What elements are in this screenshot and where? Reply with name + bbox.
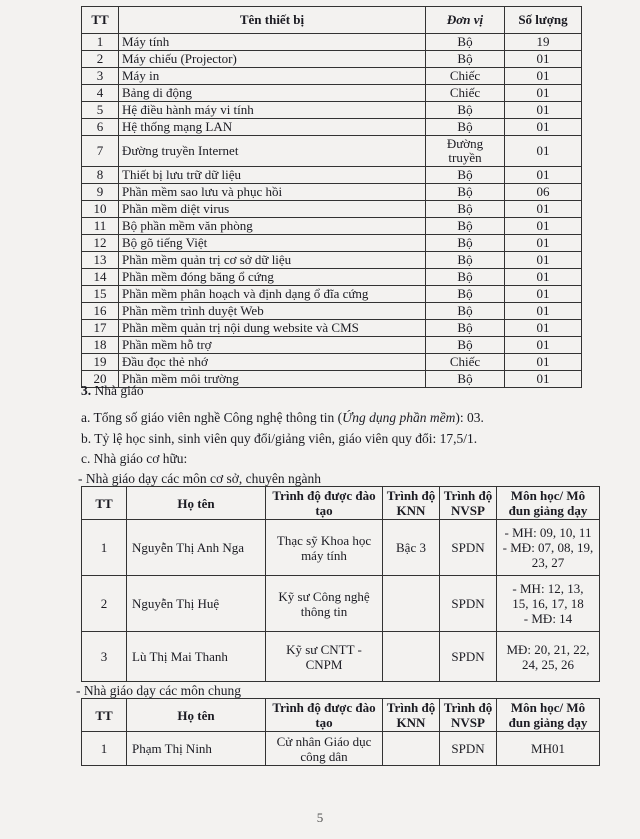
equipment-row: [82, 51, 582, 68]
header-qty: Số lượng: [505, 7, 582, 34]
equipment-row: [82, 320, 582, 337]
teacher-subject-line: MH01: [531, 741, 565, 756]
equipment-table: [81, 6, 582, 388]
teacher-subjects: [497, 520, 600, 576]
th-nvsp: Trình độ NVSP: [440, 487, 497, 520]
teacher-name: Lù Thị Mai Thanh: [127, 632, 266, 682]
teacher-subject-line: 23, 27: [531, 555, 565, 570]
row-tt: 13: [82, 252, 119, 269]
equipment-row: [82, 167, 582, 184]
teacher-level: Thạc sỹ Khoa học máy tính: [266, 520, 383, 576]
row-qty: 01: [505, 218, 582, 235]
row-tt: 3: [82, 68, 119, 85]
row-tt: 19: [82, 354, 119, 371]
row-tt: 14: [82, 269, 119, 286]
teacher-subject-line: 24, 25, 26: [522, 656, 574, 672]
row-tt: 18: [82, 337, 119, 354]
row-device: Phần mềm phân hoạch và định dạng ổ đĩa cứng: [119, 286, 426, 303]
teachers-general-table: [81, 698, 600, 766]
line-c: c. Nhà giáo cơ hữu:: [81, 451, 188, 466]
row-device: Phần mềm quản trị nội dung website và CMS: [119, 320, 426, 337]
row-tt: 9: [82, 184, 119, 201]
row-tt: 15: [82, 286, 119, 303]
row-qty: 01: [505, 303, 582, 320]
equipment-row: [82, 354, 582, 371]
row-device: Phần mềm đóng băng ổ cứng: [119, 269, 426, 286]
row-device: Phần mềm môi trường: [119, 371, 426, 388]
row-device: Bộ gõ tiếng Việt: [119, 235, 426, 252]
teacher-tt: 1: [82, 732, 127, 766]
equipment-row: [82, 68, 582, 85]
row-unit: Bộ: [426, 371, 505, 388]
row-qty: 01: [505, 286, 582, 303]
row-tt: 20: [82, 371, 119, 388]
teacher-nvsp: SPDN: [440, 732, 497, 766]
row-unit: Bộ: [426, 320, 505, 337]
row-device: Hệ điều hành máy vi tính: [119, 102, 426, 119]
row-qty: 01: [505, 252, 582, 269]
row-tt: 5: [82, 102, 119, 119]
teacher-subjects: [497, 576, 600, 632]
header-device: Tên thiết bị: [119, 7, 426, 34]
teacher-subjects: [497, 732, 600, 766]
th-name: Họ tên: [127, 487, 266, 520]
equipment-row: [82, 371, 582, 388]
row-tt: 8: [82, 167, 119, 184]
row-unit: Bộ: [426, 102, 505, 119]
th-name: Họ tên: [127, 699, 266, 732]
row-tt: 17: [82, 320, 119, 337]
th-knn: Trình độ KNN: [383, 699, 440, 732]
row-device: Phần mềm diệt virus: [119, 201, 426, 218]
teacher-tt: 2: [82, 576, 127, 632]
row-device: Hệ thống mạng LAN: [119, 119, 426, 136]
row-unit: Bộ: [426, 252, 505, 269]
row-unit: Chiếc: [426, 85, 505, 102]
teacher-subject-line: MĐ: 20, 21, 22,: [506, 641, 590, 657]
equipment-table-header: [82, 7, 582, 34]
line-a-suffix: ): 03.: [455, 410, 484, 425]
row-qty: 01: [505, 269, 582, 286]
row-device: Phần mềm hỗ trợ: [119, 337, 426, 354]
teacher-subject-line: - MH: 12, 13,: [512, 581, 584, 596]
row-tt: 6: [82, 119, 119, 136]
teacher-nvsp: SPDN: [440, 576, 497, 632]
row-device: Phần mềm quản trị cơ sở dữ liệu: [119, 252, 426, 269]
row-qty: 01: [505, 235, 582, 252]
teacher-level: Kỹ sư CNTT - CNPM: [266, 632, 383, 682]
teacher-tt: 1: [82, 520, 127, 576]
row-qty: 06: [505, 184, 582, 201]
teacher-subject-line: 15, 16, 17, 18: [512, 596, 584, 611]
line-a-italic: Ứng dụng phần mềm: [342, 410, 456, 425]
teacher-row: [82, 576, 600, 632]
group-1-title: - Nhà giáo dạy các môn cơ sở, chuyên ngành: [78, 471, 321, 486]
row-unit: Bộ: [426, 34, 505, 51]
row-device: Bộ phần mềm văn phòng: [119, 218, 426, 235]
section-3-number: 3.: [81, 383, 92, 398]
row-unit: Bộ: [426, 303, 505, 320]
row-qty: 01: [505, 51, 582, 68]
teacher-tt: 3: [82, 632, 127, 682]
header-unit: Đơn vị: [426, 7, 505, 34]
equipment-row: [82, 119, 582, 136]
row-unit: Bộ: [426, 167, 505, 184]
row-tt: 11: [82, 218, 119, 235]
row-tt: 4: [82, 85, 119, 102]
row-tt: 7: [82, 136, 119, 167]
teachers-general-body: [82, 732, 600, 766]
th-subjects: Môn học/ Mô đun giảng dạy: [497, 487, 600, 520]
row-unit: Bộ: [426, 235, 505, 252]
line-b: b. Tỷ lệ học sinh, sinh viên quy đổi/giảng viên, giáo viên quy đổi: 17,5/1.: [81, 431, 478, 446]
row-qty: 01: [505, 371, 582, 388]
teacher-nvsp: SPDN: [440, 520, 497, 576]
row-device: Máy in: [119, 68, 426, 85]
teachers-general-header: [82, 699, 600, 732]
teacher-knn: [383, 632, 440, 682]
header-tt: TT: [82, 7, 119, 34]
th-nvsp: Trình độ NVSP: [440, 699, 497, 732]
row-unit: Bộ: [426, 269, 505, 286]
row-device: Đầu đọc thẻ nhớ: [119, 354, 426, 371]
teacher-row: [82, 520, 600, 576]
equipment-row: [82, 337, 582, 354]
equipment-row: [82, 286, 582, 303]
teacher-knn: [383, 576, 440, 632]
row-unit: Đường truyền: [426, 136, 505, 167]
row-device: Thiết bị lưu trữ dữ liệu: [119, 167, 426, 184]
row-device: Máy chiếu (Projector): [119, 51, 426, 68]
equipment-table-body: [82, 34, 582, 388]
row-qty: 01: [505, 119, 582, 136]
teacher-knn: Bậc 3: [383, 520, 440, 576]
row-qty: 01: [505, 201, 582, 218]
row-unit: Bộ: [426, 51, 505, 68]
equipment-row: [82, 235, 582, 252]
row-qty: 01: [505, 136, 582, 167]
row-tt: 2: [82, 51, 119, 68]
th-tt: TT: [82, 487, 127, 520]
line-a: [81, 410, 484, 426]
row-unit: Bộ: [426, 184, 505, 201]
row-tt: 12: [82, 235, 119, 252]
section-3-title: Nhà giáo: [94, 383, 144, 398]
equipment-row: [82, 85, 582, 102]
teacher-knn: [383, 732, 440, 766]
row-device: Phần mềm trình duyệt Web: [119, 303, 426, 320]
group-2-title: - Nhà giáo dạy các môn chung: [76, 683, 241, 698]
line-a-prefix: a. Tổng số giáo viên nghề Công nghệ thông tin (: [81, 410, 343, 425]
teacher-name: Nguyễn Thị Anh Nga: [127, 520, 266, 576]
row-unit: Chiếc: [426, 68, 505, 85]
teacher-row: [82, 732, 600, 766]
row-qty: 19: [505, 34, 582, 51]
equipment-row: [82, 136, 582, 167]
th-knn: Trình độ KNN: [383, 487, 440, 520]
teacher-subjects: [497, 632, 600, 682]
teachers-specialized-body: [82, 520, 600, 682]
equipment-row: [82, 184, 582, 201]
teacher-name: Phạm Thị Ninh: [127, 732, 266, 766]
th-level: Trình độ được đào tạo: [266, 699, 383, 732]
row-unit: Chiếc: [426, 354, 505, 371]
teacher-name: Nguyễn Thị Huệ: [127, 576, 266, 632]
th-level: Trình độ được đào tạo: [266, 487, 383, 520]
teacher-subject-line: - MĐ: 14: [523, 611, 573, 626]
teacher-nvsp: SPDN: [440, 632, 497, 682]
row-qty: 01: [505, 102, 582, 119]
row-qty: 01: [505, 85, 582, 102]
equipment-row: [82, 218, 582, 235]
teacher-level: Kỹ sư Công nghệ thông tin: [266, 576, 383, 632]
row-device: Phần mềm sao lưu và phục hồi: [119, 184, 426, 201]
row-device: Máy tính: [119, 34, 426, 51]
equipment-row: [82, 34, 582, 51]
row-device: Đường truyền Internet: [119, 136, 426, 167]
teachers-specialized-header: [82, 487, 600, 520]
row-unit: Bộ: [426, 119, 505, 136]
row-unit: Bộ: [426, 286, 505, 303]
row-qty: 01: [505, 337, 582, 354]
row-tt: 16: [82, 303, 119, 320]
row-qty: 01: [505, 354, 582, 371]
row-device: Bảng di động: [119, 85, 426, 102]
th-tt: TT: [82, 699, 127, 732]
equipment-row: [82, 252, 582, 269]
teachers-specialized-table: [81, 486, 600, 682]
teacher-row: [82, 632, 600, 682]
row-qty: 01: [505, 68, 582, 85]
equipment-row: [82, 269, 582, 286]
teacher-subject-line: - MH: 09, 10, 11: [504, 525, 592, 540]
equipment-row: [82, 201, 582, 218]
section-3-heading: [81, 383, 144, 399]
row-qty: 01: [505, 167, 582, 184]
teacher-subject-line: - MĐ: 07, 08, 19,: [502, 540, 594, 555]
equipment-row: [82, 102, 582, 119]
teacher-level: Cử nhân Giáo dục công dân: [266, 732, 383, 766]
row-unit: Bộ: [426, 337, 505, 354]
row-tt: 1: [82, 34, 119, 51]
row-unit: Bộ: [426, 201, 505, 218]
row-qty: 01: [505, 320, 582, 337]
row-tt: 10: [82, 201, 119, 218]
page-number: 5: [316, 810, 324, 825]
th-subjects: Môn học/ Mô đun giảng dạy: [497, 699, 600, 732]
row-unit: Bộ: [426, 218, 505, 235]
equipment-row: [82, 303, 582, 320]
